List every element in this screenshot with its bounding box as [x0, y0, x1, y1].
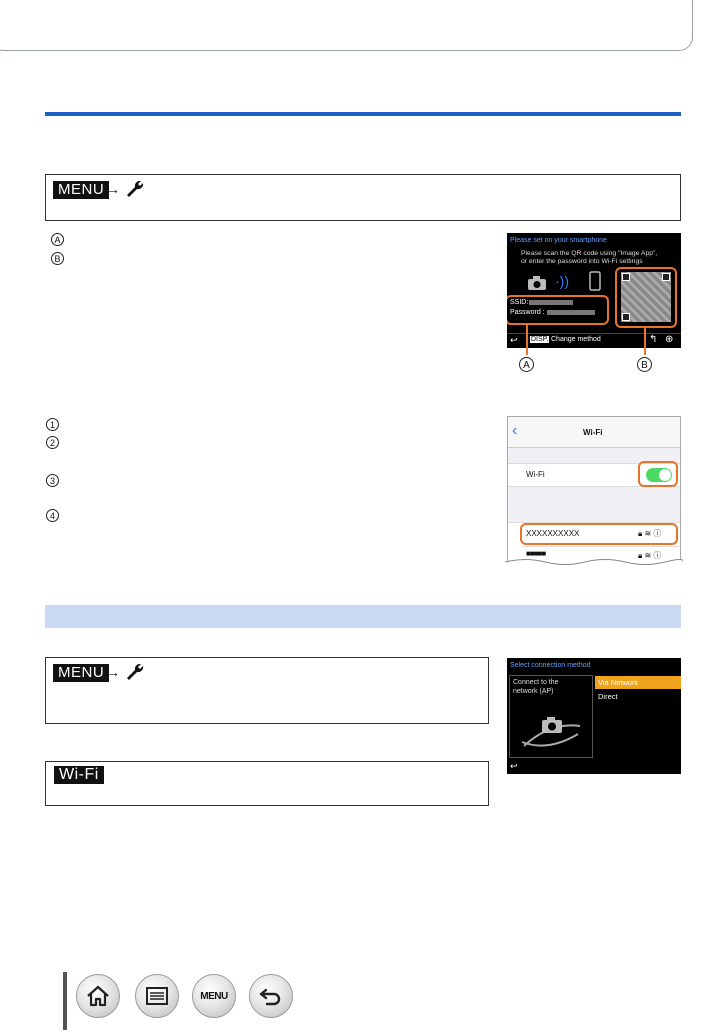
- step-4-marker: 4: [46, 509, 59, 522]
- back-icon-2: ↩: [510, 761, 518, 771]
- network-name[interactable]: XXXXXXXXXX: [526, 529, 580, 538]
- torn-edge: [505, 557, 683, 567]
- option-via-network-label: Via Network: [598, 678, 639, 687]
- disp-key: DISP.: [531, 336, 549, 343]
- step-3-marker: 3: [46, 474, 59, 487]
- home-button[interactable]: [76, 974, 120, 1018]
- instruction-line-1: Please scan the QR code using "Image App",: [521, 250, 658, 257]
- section-heading-bar: [45, 605, 681, 628]
- screen-bottom-bar: [507, 333, 681, 348]
- contents-button[interactable]: [135, 974, 179, 1018]
- camera-icon: [527, 275, 547, 291]
- ssid-value-blurred: [529, 300, 573, 305]
- zoom-icon: ⊕: [665, 334, 674, 345]
- screen-title: Please set on your smartphone: [510, 237, 607, 244]
- smartphone-icon: [589, 271, 601, 291]
- section-rule: [45, 112, 681, 116]
- wrench-icon-2: [124, 661, 146, 683]
- second-network-name[interactable]: ■■■■■: [526, 549, 546, 558]
- menu-badge: MENU: [53, 181, 109, 199]
- marker-b: B: [51, 252, 64, 265]
- wifi-badge: Wi-Fi: [54, 766, 104, 784]
- lock-wifi-info-icon: 🔒︎ ≋ ⓘ: [638, 529, 662, 538]
- wifi-toggle-row: [508, 463, 680, 487]
- lock-wifi-info-icon-2: 🔒︎ ≋ ⓘ: [638, 551, 662, 560]
- panel-line-1: Connect to the: [513, 679, 559, 686]
- menu-badge-2: MENU: [53, 664, 109, 682]
- touch-icon: ↰: [649, 334, 658, 345]
- menu-nav-label: MENU: [200, 990, 228, 1002]
- password-label: Password :: [510, 309, 545, 316]
- menu-instruction-box-2: [45, 657, 489, 724]
- phone-header: [508, 417, 680, 448]
- wifi-row-label: Wi-Fi: [526, 470, 545, 479]
- leader-line-a: [526, 325, 528, 355]
- password-value-blurred: [547, 310, 595, 315]
- wifi-toggle-switch[interactable]: [646, 468, 672, 482]
- option-direct[interactable]: [595, 690, 681, 703]
- option-direct-label: Direct: [598, 692, 618, 701]
- wrench-icon: [124, 178, 146, 200]
- camera-screen-wifi-qr: [507, 233, 681, 348]
- camera-screen-connection-method: [507, 658, 681, 774]
- wifi-instruction-box: [45, 761, 489, 806]
- back-button[interactable]: [249, 974, 293, 1018]
- smartphone-wifi-settings: [507, 416, 681, 565]
- home-icon: [86, 985, 110, 1007]
- callout-b: B: [637, 357, 652, 372]
- method-description-panel: [509, 675, 593, 758]
- leader-line-b: [644, 327, 646, 355]
- back-chevron-icon[interactable]: ‹: [512, 422, 518, 439]
- screen-2-title: Select connection method: [510, 662, 591, 669]
- back-icon: ↩: [510, 335, 518, 345]
- instruction-line-2: or enter the password into Wi-Fi settings: [521, 258, 643, 265]
- menu-instruction-box-1: [45, 174, 681, 221]
- arrow-icon-2: →: [106, 664, 120, 680]
- step-2-marker: 2: [46, 436, 59, 449]
- menu-list-button[interactable]: [192, 974, 236, 1018]
- step-1-marker: 1: [46, 418, 59, 431]
- qr-code: [621, 272, 671, 322]
- phone-header-title: Wi-Fi: [583, 428, 603, 437]
- page-header-frame: [0, 0, 693, 51]
- wireless-icon: ·)): [555, 273, 569, 289]
- network-camera-icon: [520, 712, 584, 752]
- change-method-label: Change method: [551, 336, 601, 343]
- ssid-label: SSID:: [510, 299, 529, 306]
- marker-a: A: [51, 233, 64, 246]
- arrow-icon: →: [106, 181, 120, 197]
- option-via-network[interactable]: [595, 676, 681, 689]
- return-arrow-icon: [259, 986, 283, 1006]
- nav-divider: [63, 972, 67, 1030]
- callout-a: A: [519, 357, 534, 372]
- list-icon: [145, 986, 169, 1006]
- panel-line-2: network (AP): [513, 688, 554, 695]
